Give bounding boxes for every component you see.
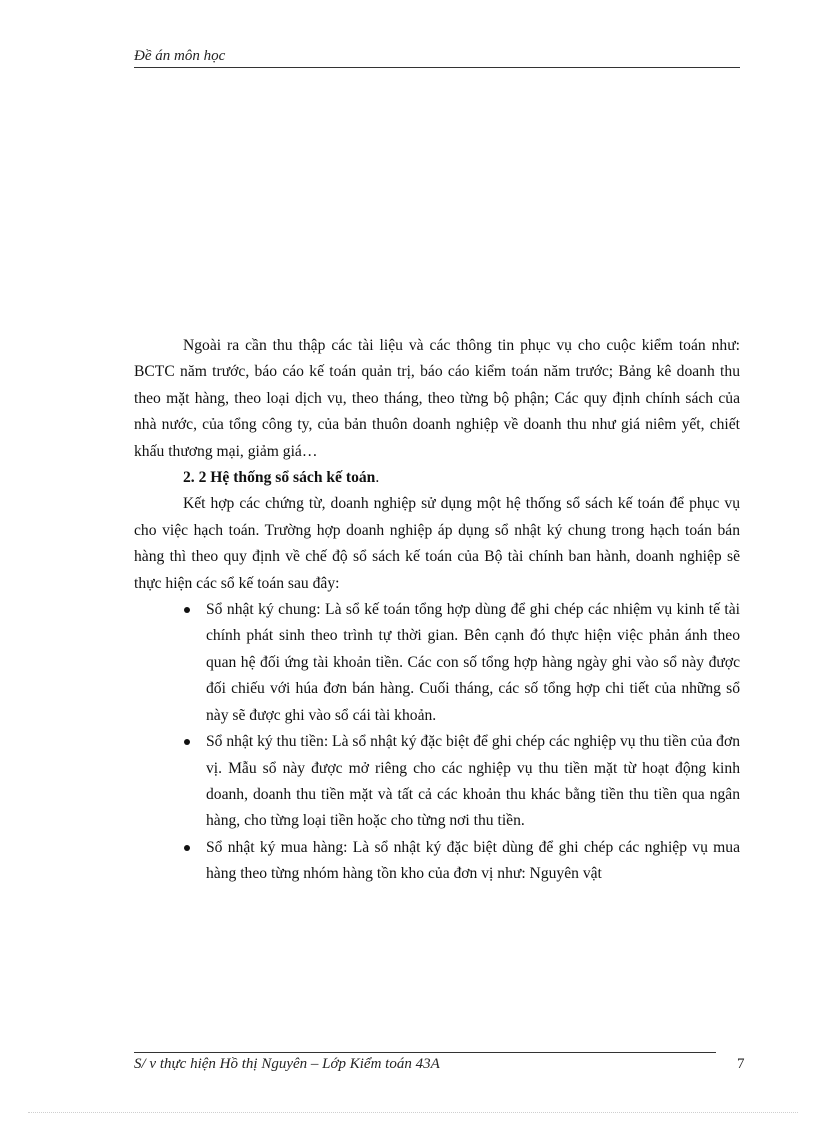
intro-paragraph: Ngoài ra cần thu thập các tài liệu và các thông tin phục vụ cho cuộc kiểm toán như: BCTC năm trước, báo cáo kế toán quản trị, báo cáo kiểm toán năm trước; Bảng kê doanh thu theo mặt hàng, theo loại dịch vụ, theo tháng, theo từng bộ phận; Các quy định chính sách của nhà nước, của tổng công ty, của bản thuôn doanh nghiệp về doanh thu như giá niêm yết, chiết khấu thương mại, giảm giá… (134, 337, 740, 460)
section-paragraph: Kết hợp các chứng từ, doanh nghiệp sử dụng một hệ thống sổ sách kế toán để phục vụ cho việc hạch toán. Trường hợp doanh nghiệp áp dụng sổ nhật ký chung trong hạch toán bán hàng thì theo quy định về chế độ sổ sách kế toán của Bộ tài chính ban hành, doanh nghiệp sẽ thực hiện các sổ kế toán sau đây: (134, 495, 740, 592)
list-item-text: Sổ nhật ký chung: Là sổ kế toán tổng hợp dùng để ghi chép các nhiệm vụ kinh tế tài chính phát sinh theo trình tự thời gian. Bên cạnh đó thực hiện việc phản ánh theo quan hệ đối ứng tài khoản tiền. Các con số tổng hợp hàng ngày ghi vào sổ này được đối chiếu với húa đơn bán hàng. Cuối tháng, các số tổng hợp chi tiết của những sổ này sẽ được ghi vào sổ cái tài khoản. (206, 601, 740, 724)
running-footer-author: S/ v thực hiện Hồ thị Nguyên – Lớp Kiểm toán 43A (134, 1056, 440, 1072)
list-item (134, 597, 740, 729)
bullet-icon (184, 845, 190, 851)
section-heading-tail: . (375, 469, 380, 487)
page-bottom-edge (28, 1112, 798, 1113)
running-header-title: Đề án môn học (134, 48, 226, 64)
section-heading-text: 2. 2 Hệ thống sổ sách kế toán (183, 469, 376, 487)
bullet-icon (184, 739, 190, 745)
list-item (134, 729, 740, 835)
footer-divider (134, 1052, 716, 1053)
list-item-text: Sổ nhật ký thu tiền: Là sổ nhật ký đặc biệt để ghi chép các nghiệp vụ thu tiền của đơn vị. Mẫu sổ này được mở riêng cho các nghiệp vụ thu tiền mặt từ hoạt động kinh doanh, doanh thu tiền mặt và tất cả các khoản thu khác bằng tiền thu tiền qua ngân hàng, cho từng loại tiền hoặc cho từng nơi thu tiền. (206, 733, 740, 830)
list-item-text: Sổ nhật ký mua hàng: Là sổ nhật ký đặc biệt dùng để ghi chép các nghiệp vụ mua hàng theo từng nhóm hàng tồn kho của đơn vị như: Nguyên vật (206, 838, 740, 883)
page-number: 7 (737, 1056, 745, 1072)
header-divider (134, 67, 740, 68)
list-item (134, 835, 740, 888)
bullet-icon (184, 607, 190, 613)
section-heading (134, 465, 740, 491)
document-body (134, 333, 740, 888)
ledger-list (134, 597, 740, 887)
